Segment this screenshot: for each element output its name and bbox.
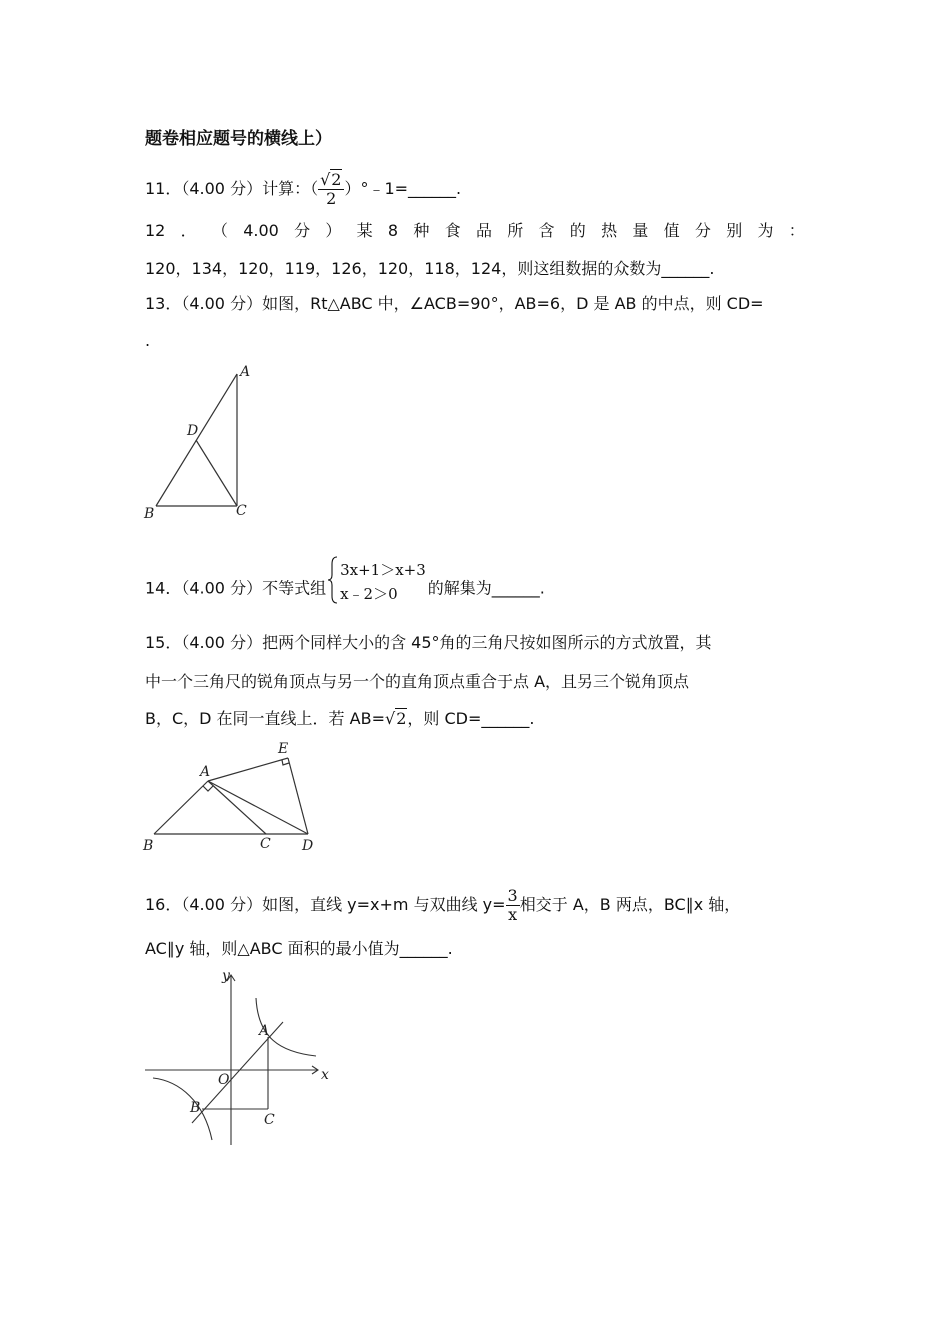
q16-fraction — [506, 888, 520, 923]
question-15-line1: 15．（4.00 分）把两个同样大小的含 45°角的三角尺按如图所示的方式放置，其 — [145, 633, 712, 652]
q15-line3-suffix: ，则 CD=______. — [407, 709, 535, 728]
question-14 — [145, 561, 545, 606]
q16-label-y: y — [222, 970, 230, 984]
question-13-continuation: . — [145, 331, 151, 350]
q12-token: 种 — [413, 221, 430, 240]
q13-segment-cd — [196, 440, 237, 506]
question-12-line1 — [145, 220, 805, 242]
q16-frac-denominator: x — [508, 905, 518, 924]
q11-fraction — [318, 172, 344, 207]
left-brace-icon — [328, 556, 338, 604]
q14-inequality-system — [328, 558, 426, 606]
q16-label-b: B — [190, 1100, 201, 1116]
q13-label-a: A — [240, 364, 251, 380]
q11-frac-numerator: √2 — [318, 172, 344, 190]
question-16-line1 — [145, 888, 740, 923]
q15-label-d: D — [302, 838, 314, 854]
q13-label-d: D — [187, 423, 199, 439]
question-15-line3 — [145, 708, 534, 730]
q13-label-c: C — [236, 503, 247, 519]
q12-token: ： — [788, 221, 805, 240]
section-header: 题卷相应题号的横线上） — [145, 129, 332, 149]
q12-token: 4.00 — [243, 221, 279, 240]
q12-token: ． — [180, 221, 197, 240]
question-11 — [145, 172, 461, 207]
q12-token: 含 — [538, 221, 555, 240]
q11-frac-denominator: 2 — [326, 189, 337, 208]
q15-line3-prefix: B，C，D 在同一直线上．若 AB= — [145, 709, 385, 728]
q16-label-x: x — [321, 1067, 329, 1083]
q12-token: 分 — [294, 221, 311, 240]
q11-prefix: 11．（4.00 分）计算：（ — [145, 179, 319, 198]
question-13: 13．（4.00 分）如图，Rt△ABC 中，∠ACB=90°，AB=6，D 是 AB 的中点，则 CD= — [145, 294, 764, 313]
q16-figure — [140, 970, 340, 1150]
question-12-line2: 120，134，120，119，126，120，118，124，则这组数据的众数为______. — [145, 259, 715, 278]
q12-token: 的 — [569, 221, 586, 240]
q15-segment-ab — [154, 781, 208, 834]
q16-line1-prefix: 16．（4.00 分）如图，直线 y=x+m 与双曲线 y= — [145, 895, 506, 914]
q13-figure — [140, 360, 260, 525]
q12-token: 12 — [145, 221, 166, 240]
q12-token: 所 — [507, 221, 524, 240]
q12-token: （ — [211, 221, 228, 240]
q15-label-b: B — [143, 838, 154, 854]
q15-figure — [140, 738, 330, 858]
q15-label-c: C — [260, 836, 271, 852]
q14-suffix: 的解集为______. — [427, 578, 545, 598]
q16-label-a: A — [259, 1023, 270, 1039]
q14-prefix: 14．（4.00 分）不等式组 — [145, 578, 327, 598]
q14-inequality-2: x﹣2＞0 — [340, 585, 398, 603]
q12-token: 值 — [663, 221, 680, 240]
q16-label-c: C — [264, 1112, 275, 1128]
question-16-line2: AC∥y 轴，则△ABC 面积的最小值为______. — [145, 939, 453, 958]
q12-token: 量 — [632, 221, 649, 240]
q15-right-angle-a — [203, 786, 213, 791]
q12-token: 8 — [387, 221, 399, 240]
q12-token: ） — [325, 221, 342, 240]
q16-label-o: O — [218, 1072, 230, 1088]
q15-label-e: E — [278, 741, 289, 757]
q16-frac-numerator: 3 — [507, 886, 518, 905]
q15-sqrt: √2 — [384, 709, 407, 728]
q15-segment-ed — [288, 758, 308, 834]
q11-suffix: ）°﹣1=______. — [344, 179, 462, 198]
q13-label-b: B — [144, 506, 155, 522]
q16-line1-suffix: 相交于 A，B 两点，BC∥x 轴， — [519, 895, 741, 914]
q12-token: 别 — [726, 221, 743, 240]
q15-right-angle-e — [282, 760, 289, 765]
q12-token: 为 — [757, 221, 774, 240]
q15-label-a: A — [200, 764, 211, 780]
question-15-line2: 中一个三角尺的锐角顶点与另一个的直角顶点重合于点 A，且另三个锐角顶点 — [145, 672, 690, 691]
q14-inequality-1: 3x+1＞x+3 — [340, 561, 426, 579]
q12-token: 分 — [694, 221, 711, 240]
q12-token: 热 — [601, 221, 618, 240]
q12-token: 品 — [475, 221, 492, 240]
q15-segment-ae — [208, 758, 288, 781]
q12-token: 某 — [356, 221, 373, 240]
q12-token: 食 — [444, 221, 461, 240]
